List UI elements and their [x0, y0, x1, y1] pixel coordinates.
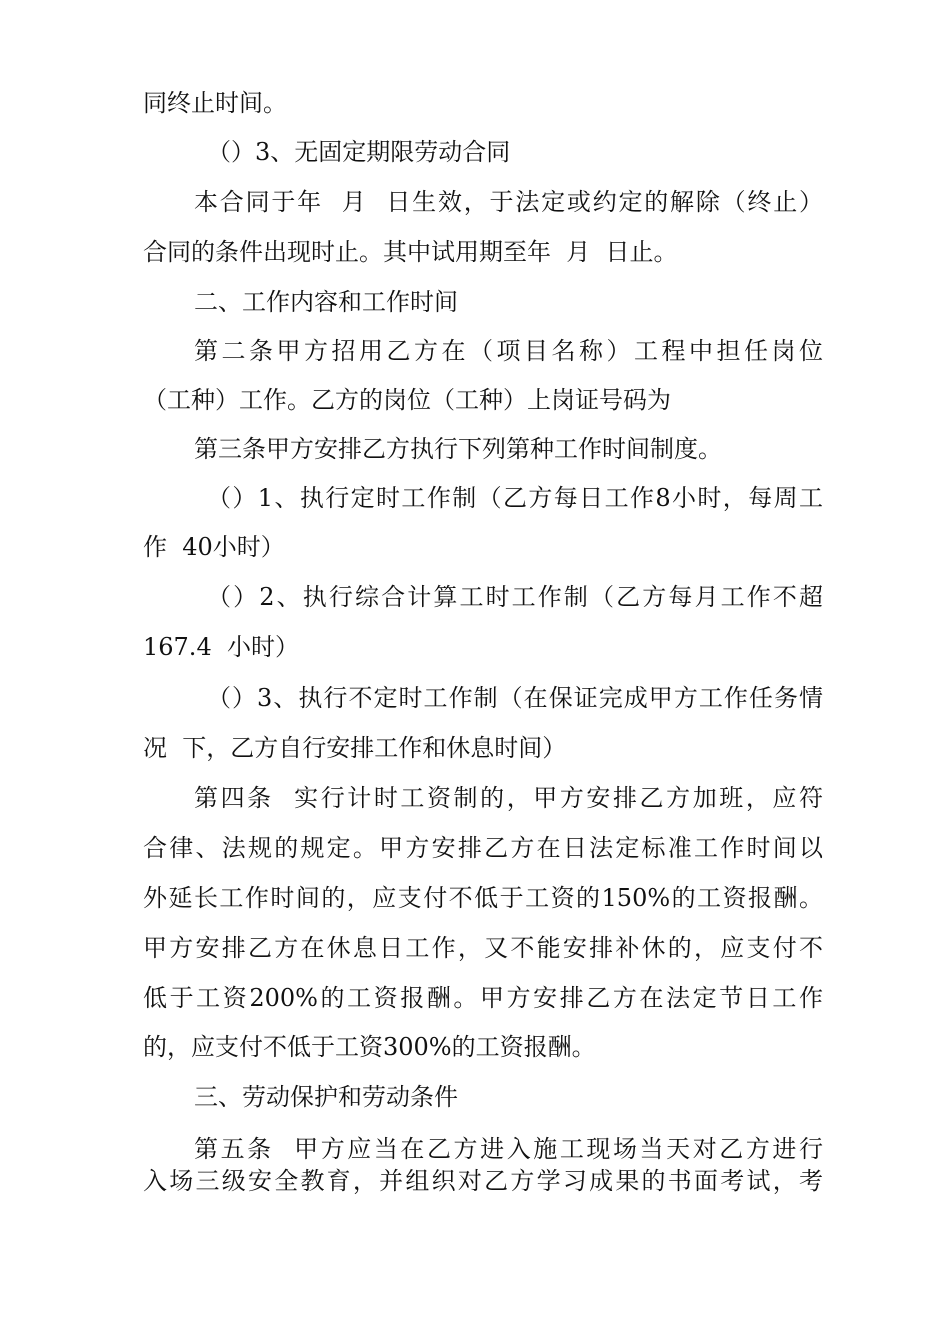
- text-line: 本合同于年 月 日生效，于法定或约定的解除（终止）: [194, 188, 823, 216]
- text-line: 况 下，乙方自行安排工作和休息时间）: [143, 734, 567, 762]
- text-line: 甲方安排乙方在休息日工作，又不能安排补休的，应支付不: [143, 934, 823, 962]
- text-line: 入场三级安全教育，并组织对乙方学习成果的书面考试，考: [143, 1167, 823, 1195]
- text-line: （工种）工作。乙方的岗位（工种）上岗证号码为: [143, 386, 671, 414]
- text-line: 合律、法规的规定。甲方安排乙方在日法定标准工作时间以: [143, 834, 823, 862]
- text-line: 第五条 甲方应当在乙方进入施工现场当天对乙方进行: [194, 1135, 823, 1163]
- section-heading: 三、劳动保护和劳动条件: [194, 1083, 458, 1111]
- text-line: 低于工资200%的工资报酬。甲方安排乙方在法定节日工作: [143, 984, 823, 1012]
- text-line: （）2、执行综合计算工时工作制（乙方每月工作不超: [207, 583, 823, 611]
- text-line: （）3、执行不定时工作制（在保证完成甲方工作任务情: [207, 684, 823, 712]
- text-line: 第四条 实行计时工资制的，甲方安排乙方加班，应符: [194, 784, 823, 812]
- text-line: 外延长工作时间的，应支付不低于工资的150%的工资报酬。: [143, 884, 823, 912]
- text-line: 合同的条件出现时止。其中试用期至年 月 日止。: [143, 238, 678, 266]
- text-line: 同终止时间。: [143, 89, 287, 117]
- text-line: （）1、执行定时工作制（乙方每日工作8小时，每周工: [207, 484, 823, 512]
- text-line: 第三条甲方安排乙方执行下列第种工作时间制度。: [194, 435, 722, 463]
- section-heading: 二、工作内容和工作时间: [194, 288, 458, 316]
- text-line: 第二条甲方招用乙方在（项目名称）工程中担任岗位: [194, 337, 823, 365]
- text-line: 作 40小时）: [143, 533, 285, 561]
- text-line: 167.4 小时）: [143, 633, 299, 661]
- text-line: （）3、无固定期限劳动合同: [207, 138, 511, 166]
- text-line: 的，应支付不低于工资300%的工资报酬。: [143, 1033, 596, 1061]
